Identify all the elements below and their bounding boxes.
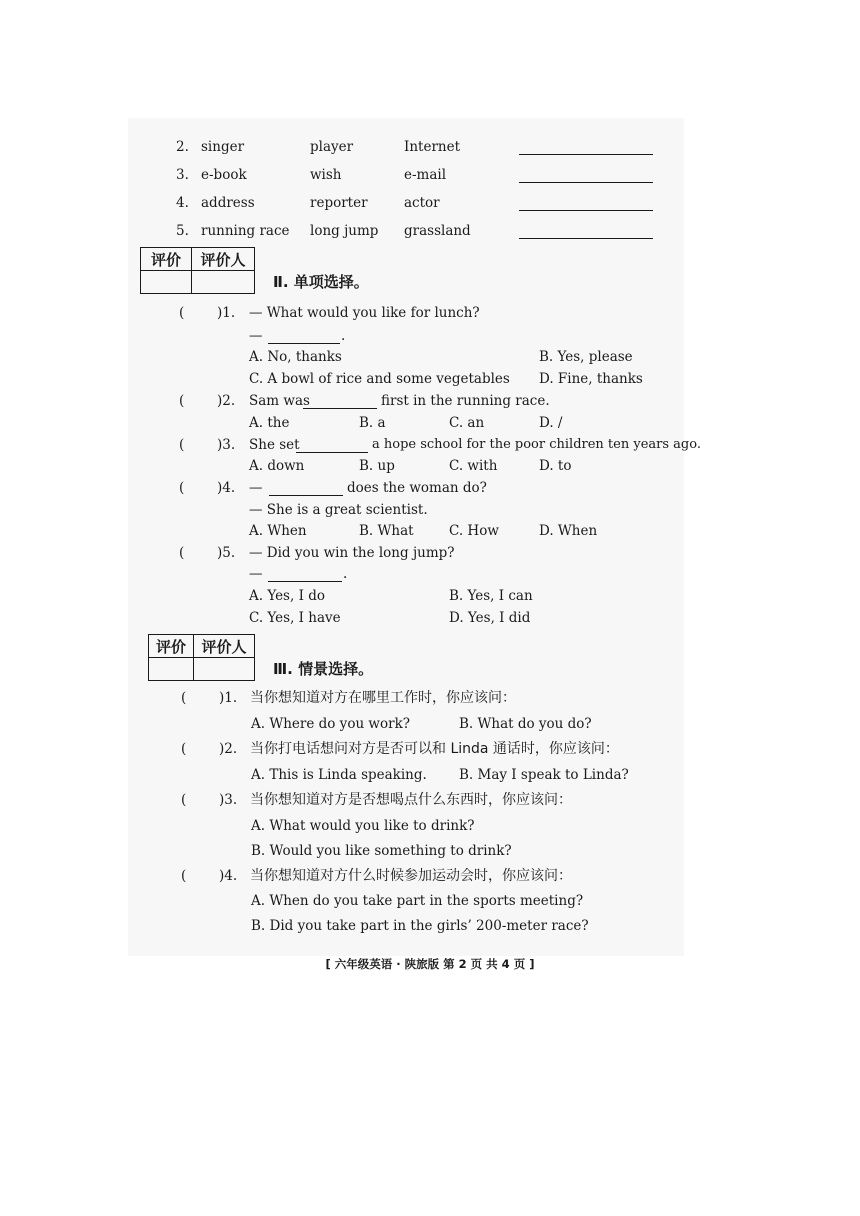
option-b: B. Yes, I can (449, 588, 533, 604)
option-d: D. When (539, 523, 598, 539)
question-number: )1. (217, 305, 236, 321)
row-number: 4. (176, 195, 189, 211)
option-a: A. No, thanks (249, 349, 342, 365)
option-a: A. down (249, 458, 305, 474)
option-d: D. Yes, I did (449, 610, 531, 626)
question-text: She set (249, 437, 300, 453)
row-number: 2. (176, 139, 189, 155)
question-number: )3. (217, 437, 236, 453)
score-header-rating: 评价 (149, 635, 194, 658)
answer-blank[interactable] (296, 452, 368, 453)
option-d: D. Fine, thanks (539, 371, 643, 387)
answer-dash: — (249, 328, 263, 344)
question-number: )2. (219, 741, 238, 757)
word: grassland (404, 223, 471, 239)
answer-end: . (343, 566, 348, 582)
question-number: )3. (219, 792, 238, 808)
option-c: C. A bowl of rice and some vegetables (249, 371, 510, 387)
question-text: does the woman do? (347, 480, 487, 496)
answer-blank[interactable] (269, 495, 343, 496)
option-d: D. to (539, 458, 572, 474)
option-a: A. What would you like to drink? (251, 818, 475, 834)
rater-cell[interactable] (194, 658, 255, 681)
answer-paren[interactable]: ( (181, 868, 187, 884)
answer-blank[interactable] (303, 408, 377, 409)
answer-paren[interactable]: ( (179, 305, 185, 321)
option-b: B. May I speak to Linda? (459, 767, 629, 783)
answer-paren[interactable]: ( (179, 393, 185, 409)
question-text: 当你想知道对方是否想喝点什么东西时，你应该问： (250, 792, 572, 808)
word: address (201, 195, 255, 211)
answer-paren[interactable]: ( (179, 437, 185, 453)
answer-blank[interactable] (519, 182, 653, 183)
option-b: B. up (359, 458, 395, 474)
answer-end: . (341, 328, 346, 344)
page-footer: [ 六年级英语 · 陕旅版 第 2 页 共 4 页 ] (325, 957, 535, 971)
word: Internet (404, 139, 461, 155)
option-b: B. What do you do? (459, 716, 592, 732)
question-text: — She is a great scientist. (249, 502, 428, 518)
row-number: 5. (176, 223, 189, 239)
option-c: C. with (449, 458, 498, 474)
answer-paren[interactable]: ( (181, 690, 187, 706)
word: actor (404, 195, 440, 211)
answer-blank[interactable] (519, 210, 653, 211)
answer-paren[interactable]: ( (181, 792, 187, 808)
word: long jump (310, 223, 379, 239)
score-cell[interactable] (141, 271, 192, 294)
score-box (148, 634, 255, 681)
score-header-rater: 评价人 (194, 635, 255, 658)
question-number: )4. (217, 480, 236, 496)
option-d: D. / (539, 415, 563, 431)
question-text: 当你打电话想问对方是否可以和 Linda 通话时，你应该问： (250, 741, 619, 757)
question-text: — What would you like for lunch? (249, 305, 480, 321)
word: singer (201, 139, 245, 155)
section-title: Ⅲ. 情景选择。 (273, 660, 374, 678)
answer-blank[interactable] (519, 154, 653, 155)
word: wish (310, 167, 342, 183)
option-b: B. a (359, 415, 386, 431)
option-a: A. Where do you work? (251, 716, 410, 732)
question-text: 当你想知道对方在哪里工作时，你应该问： (250, 690, 516, 706)
option-a: A. When (249, 523, 307, 539)
word: running race (201, 223, 290, 239)
answer-paren[interactable]: ( (179, 545, 185, 561)
answer-dash: — (249, 480, 263, 496)
question-number: )5. (217, 545, 236, 561)
score-header-rating: 评价 (141, 248, 192, 271)
option-a: A. Yes, I do (249, 588, 325, 604)
option-a: A. This is Linda speaking. (251, 767, 427, 783)
question-text: a hope school for the poor children ten years ago. (372, 437, 701, 452)
answer-paren[interactable]: ( (179, 480, 185, 496)
rater-cell[interactable] (192, 271, 255, 294)
question-text: 当你想知道对方什么时候参加运动会时，你应该问： (250, 868, 572, 884)
answer-blank[interactable] (268, 343, 340, 344)
word: reporter (310, 195, 368, 211)
question-number: )1. (219, 690, 238, 706)
option-b: B. Yes, please (539, 349, 633, 365)
option-b: B. Would you like something to drink? (251, 843, 512, 859)
option-a: A. the (249, 415, 290, 431)
answer-paren[interactable]: ( (181, 741, 187, 757)
answer-dash: — (249, 566, 263, 582)
answer-blank[interactable] (519, 238, 653, 239)
question-text: Sam was (249, 393, 310, 409)
option-c: C. How (449, 523, 499, 539)
option-c: C. Yes, I have (249, 610, 341, 626)
score-box (140, 247, 255, 294)
option-c: C. an (449, 415, 485, 431)
option-b: B. Did you take part in the girls’ 200-meter race? (251, 918, 589, 934)
option-b: B. What (359, 523, 414, 539)
question-number: )4. (219, 868, 238, 884)
score-cell[interactable] (149, 658, 194, 681)
question-text: first in the running race. (381, 393, 550, 409)
section-title: Ⅱ. 单项选择。 (273, 273, 369, 291)
word: e-mail (404, 167, 447, 183)
question-text: — Did you win the long jump? (249, 545, 455, 561)
option-a: A. When do you take part in the sports meeting? (251, 893, 584, 909)
answer-blank[interactable] (268, 581, 342, 582)
word: player (310, 139, 354, 155)
row-number: 3. (176, 167, 189, 183)
score-header-rater: 评价人 (192, 248, 255, 271)
word: e-book (201, 167, 247, 183)
question-number: )2. (217, 393, 236, 409)
